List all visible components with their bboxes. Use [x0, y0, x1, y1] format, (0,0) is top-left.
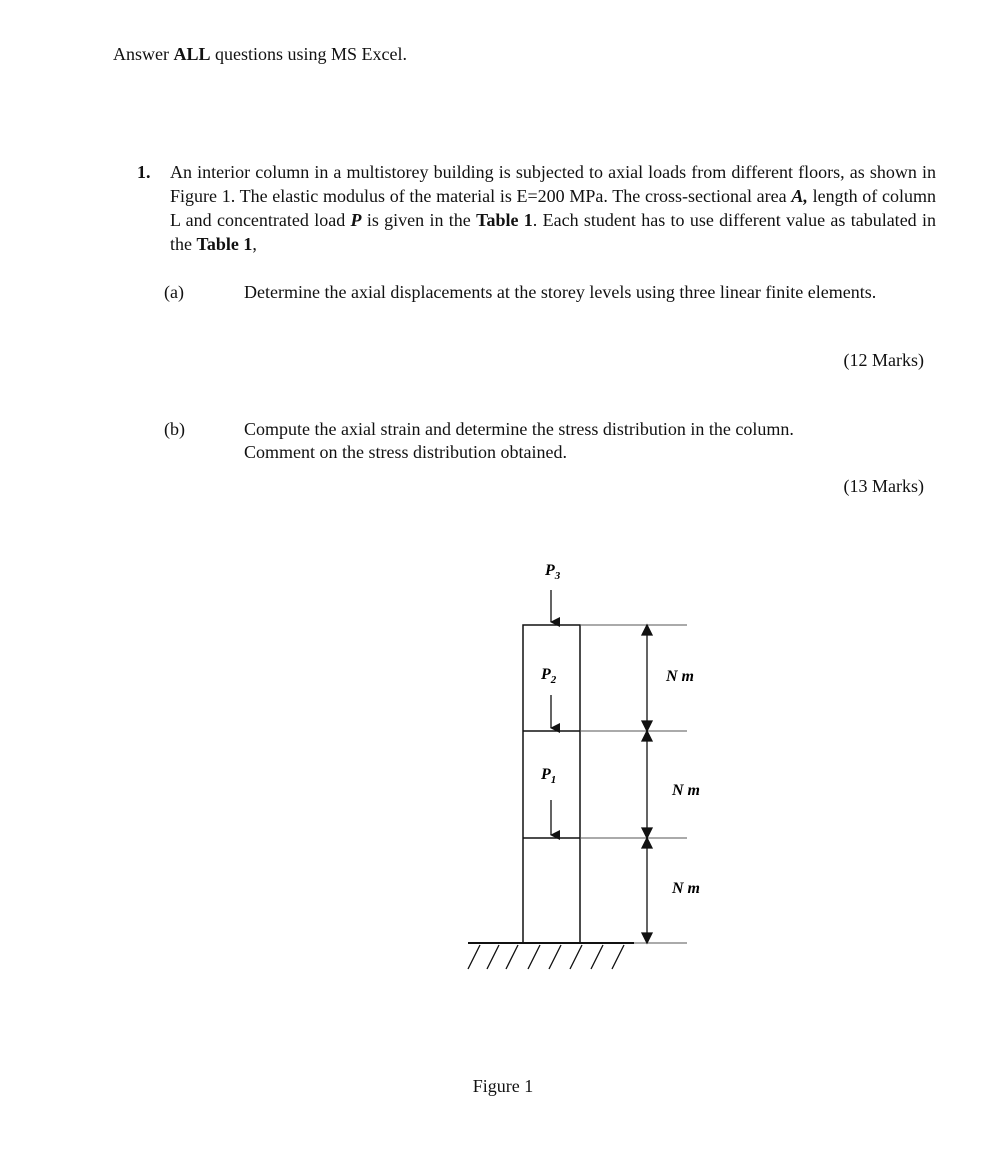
- question-text-part-2: length of column L and concentrated load: [170, 186, 936, 230]
- dimension-top: [642, 625, 652, 731]
- dimension-label-middle: N m: [672, 782, 700, 799]
- dimension-bottom: [642, 838, 652, 943]
- dimension-label-bottom: N m: [672, 880, 700, 897]
- part-b-text-line-2: Comment on the stress distribution obtained.: [244, 442, 567, 462]
- intro-suffix: questions using MS Excel.: [210, 44, 408, 64]
- part-b-text-line-1: Compute the axial strain and determine the stress distribution in the column.: [244, 419, 794, 439]
- part-a-label: (a): [164, 282, 184, 302]
- load-label-p2: $P_2$: [541, 666, 557, 686]
- load-label-p3: $P_3$: [545, 562, 561, 582]
- question-text-part-1: An interior column in a multistorey building is subjected to axial loads from different floors, as shown in Figure 1. The elastic modulus of the material is E=200 MPa. The cross-sectional area: [170, 162, 936, 206]
- part-a-text: Determine the axial displacements at the storey levels using three linear finite elements.: [244, 282, 877, 302]
- part-b-marks: (13 Marks): [843, 476, 924, 496]
- part-b-label: (b): [164, 419, 185, 439]
- question-text-part-4: . Each student has to use different value as tabulated in the: [170, 210, 936, 254]
- question-number: 1.: [137, 162, 151, 182]
- load-label-p1: $P_1$: [541, 766, 557, 786]
- table-reference-2: Table 1: [196, 234, 253, 254]
- symbol-load: P: [350, 210, 362, 230]
- question-text-part-3: is given in the: [361, 210, 477, 230]
- intro-prefix: Answer: [113, 44, 174, 64]
- dimension-middle: [642, 731, 652, 838]
- intro-emphasis: ALL: [173, 44, 211, 64]
- part-a-marks: (12 Marks): [843, 350, 924, 370]
- symbol-area: A,: [791, 186, 808, 206]
- table-reference-1: Table 1: [476, 210, 533, 230]
- ground-hatching: [468, 945, 624, 969]
- figure-caption: Figure 1: [472, 1076, 534, 1096]
- question-text-part-5: ,: [252, 234, 257, 254]
- dimension-label-top: N m: [666, 668, 694, 685]
